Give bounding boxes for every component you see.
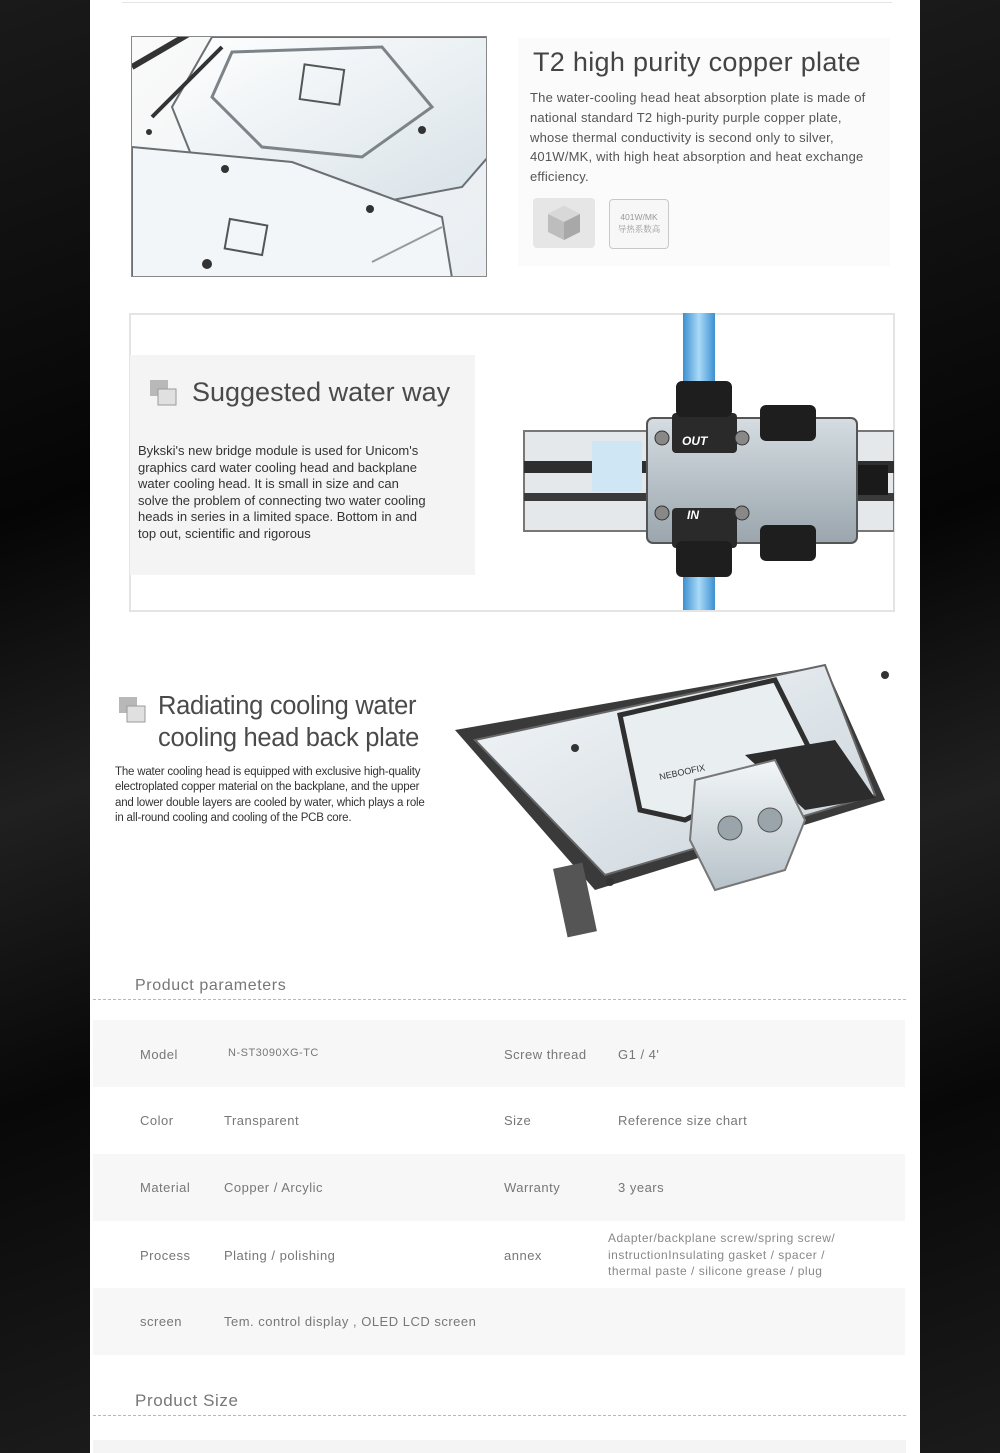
param-label: Screw thread xyxy=(504,1047,587,1062)
param-value: Copper / Arcylic xyxy=(224,1180,324,1195)
parameter-row xyxy=(93,1288,905,1355)
back-plate-description: The water cooling head is equipped with exclusive high-quality electroplated copper material on the backplane, and the upper and lower double layers are cooled by water, which plays a role in all-round cooling and cooling of the PCB core. xyxy=(115,766,425,825)
product-size-title: Product Size xyxy=(135,1391,239,1410)
parameters-title: Product parameters xyxy=(135,977,287,994)
param-value: Tem. control display , OLED LCD screen xyxy=(224,1314,477,1329)
param-label: annex xyxy=(504,1248,542,1263)
param-value: G1 / 4' xyxy=(618,1047,660,1062)
out-label: OUT xyxy=(682,434,708,448)
water-way-description: Bykski's new bridge module is used for Unicom's graphics card water cooling head and backplane water cooling head. It is small in size and can solve the problem of connecting two water cooling heads in series in a limited space. Bottom in and top out, scientific and rigorous xyxy=(138,443,426,541)
parameter-row xyxy=(93,1221,905,1288)
back-plate-title: Radiating cooling water cooling head back plate xyxy=(158,692,420,752)
param-value: Transparent xyxy=(224,1113,300,1128)
param-value: Adapter/backplane screw/spring screw/ instructionInsulating gasket / spacer / thermal paste / silicone grease / plug xyxy=(608,1231,836,1279)
product-size-divider xyxy=(93,1415,906,1416)
water-block-image xyxy=(445,660,890,945)
parameter-row xyxy=(93,1087,905,1154)
background-right xyxy=(920,0,1000,1453)
product-page xyxy=(90,0,920,1453)
bridge-module-image xyxy=(432,313,894,610)
badge-caption: 导热系数高 xyxy=(617,224,661,234)
background-left xyxy=(0,0,90,1453)
badge-value: 401W/MK xyxy=(620,212,658,222)
parameters-divider xyxy=(93,999,906,1000)
param-value: Reference size chart xyxy=(618,1113,748,1128)
in-label: IN xyxy=(687,508,699,522)
block-engraving: NEBOOFIX xyxy=(658,762,706,782)
product-size-panel xyxy=(93,1440,906,1453)
water-way-title: Suggested water way xyxy=(192,377,451,407)
cube-icon xyxy=(533,198,595,248)
parameter-row xyxy=(93,1154,905,1221)
param-value: 3 years xyxy=(618,1180,665,1195)
param-label: Model xyxy=(140,1047,178,1062)
param-label: Size xyxy=(504,1113,532,1128)
thermal-conductivity-badge xyxy=(609,199,669,249)
param-value: Plating / polishing xyxy=(224,1248,336,1263)
section-square-icon-2 xyxy=(119,697,147,723)
param-label: screen xyxy=(140,1314,183,1329)
copper-plate-description: The water-cooling head heat absorption plate is made of national standard T2 high-purity purple copper plate, whose thermal conductivity is second only to silver, 401W/MK, with high heat absorption and heat exchange efficiency. xyxy=(530,90,866,185)
param-label: Color xyxy=(140,1113,174,1128)
section-square-icon xyxy=(150,380,178,406)
param-label: Warranty xyxy=(504,1180,561,1195)
copper-plate-image xyxy=(131,36,487,277)
param-label: Process xyxy=(140,1248,191,1263)
param-value: N-ST3090XG-TC xyxy=(228,1047,319,1059)
parameter-row xyxy=(93,1020,905,1087)
param-label: Material xyxy=(140,1180,191,1195)
top-divider xyxy=(122,2,892,3)
copper-plate-title: T2 high purity copper plate xyxy=(533,47,861,77)
